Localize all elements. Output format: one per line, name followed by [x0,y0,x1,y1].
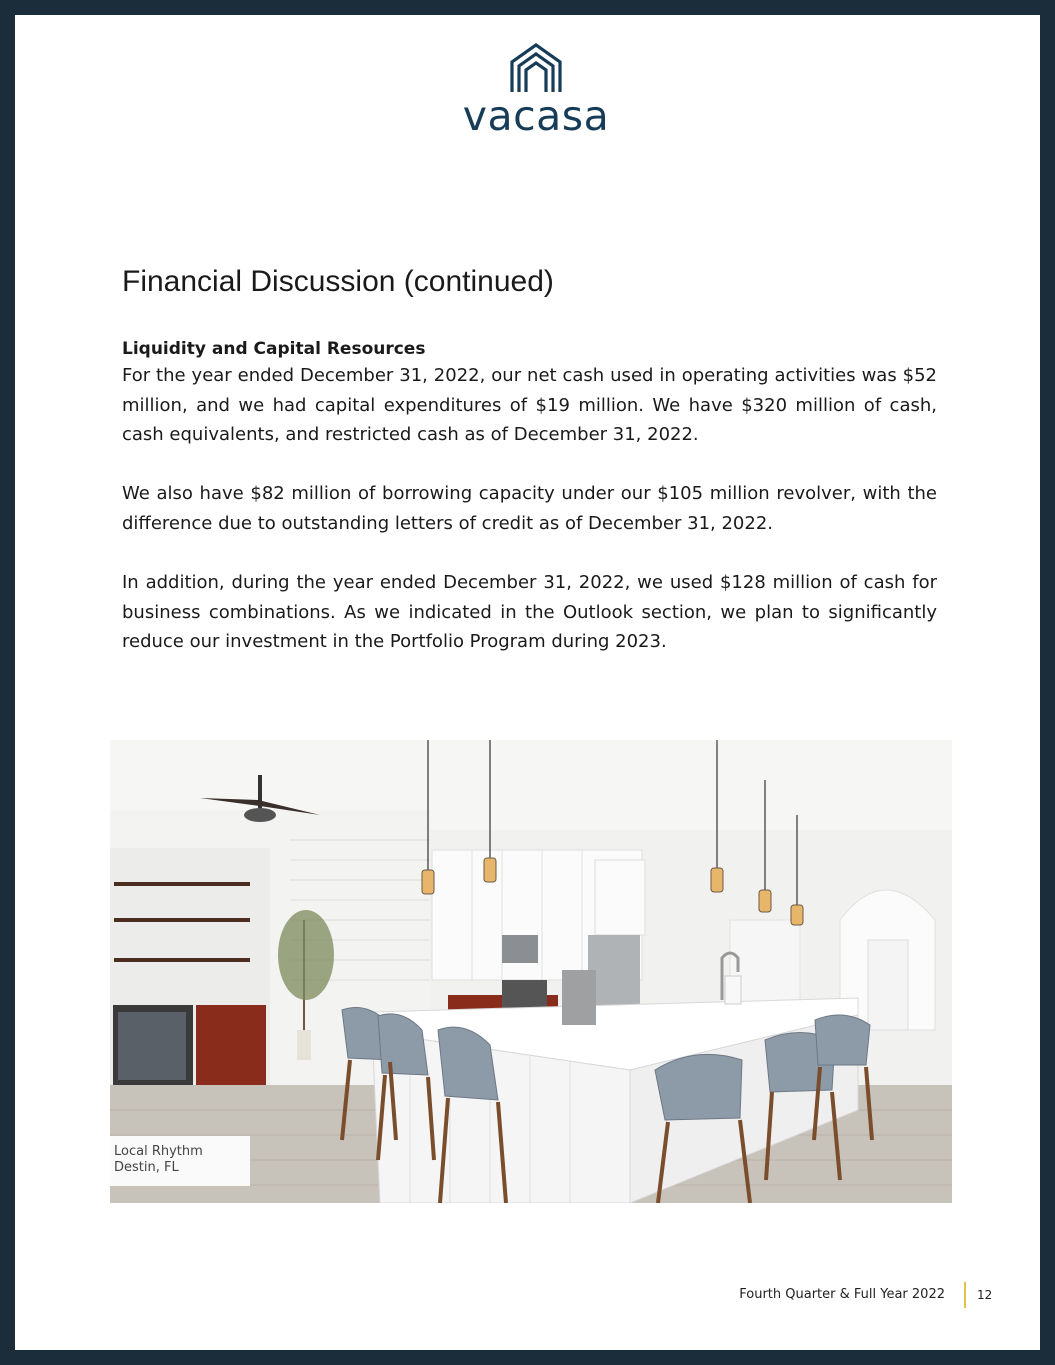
house-outline-icon [508,42,564,94]
paragraph-operating-cash: For the year ended December 31, 2022, our net cash used in operating activities was $52 million, and we had capital expenditures of $19 million. We have $320 million of cash, cash equivalents, and restricted cash as of December 31, 2022. [122,365,937,446]
document-page [15,15,1040,1350]
logo-wordmark: vacasa [462,92,610,140]
page-number: 12 [977,1288,993,1302]
liquidity-section [122,337,937,687]
photo-caption [110,1136,250,1186]
footer-report-label: Fourth Quarter & Full Year 2022 [739,1287,945,1302]
caption-property-name: Local Rhythm [114,1144,203,1159]
footer-divider [964,1282,966,1308]
caption-location: Destin, FL [114,1160,179,1175]
kitchen-illustration [110,740,952,1203]
vacasa-logo [451,42,621,138]
paragraph-business-combinations: In addition, during the year ended December 31, 2022, we used $128 million of cash for business combinations. As we indicated in the Outlook section, we plan to significantly reduce our investment in the Portfolio Program during 2023. [122,572,937,653]
paragraph-borrowing-capacity: We also have $82 million of borrowing capacity under our $105 million revolver, with the difference due to outstanding letters of credit as of December 31, 2022. [122,483,937,534]
page-title: Financial Discussion (continued) [122,265,554,298]
kitchen-photo [110,740,952,1203]
section-heading: Liquidity and Capital Resources [122,339,426,359]
